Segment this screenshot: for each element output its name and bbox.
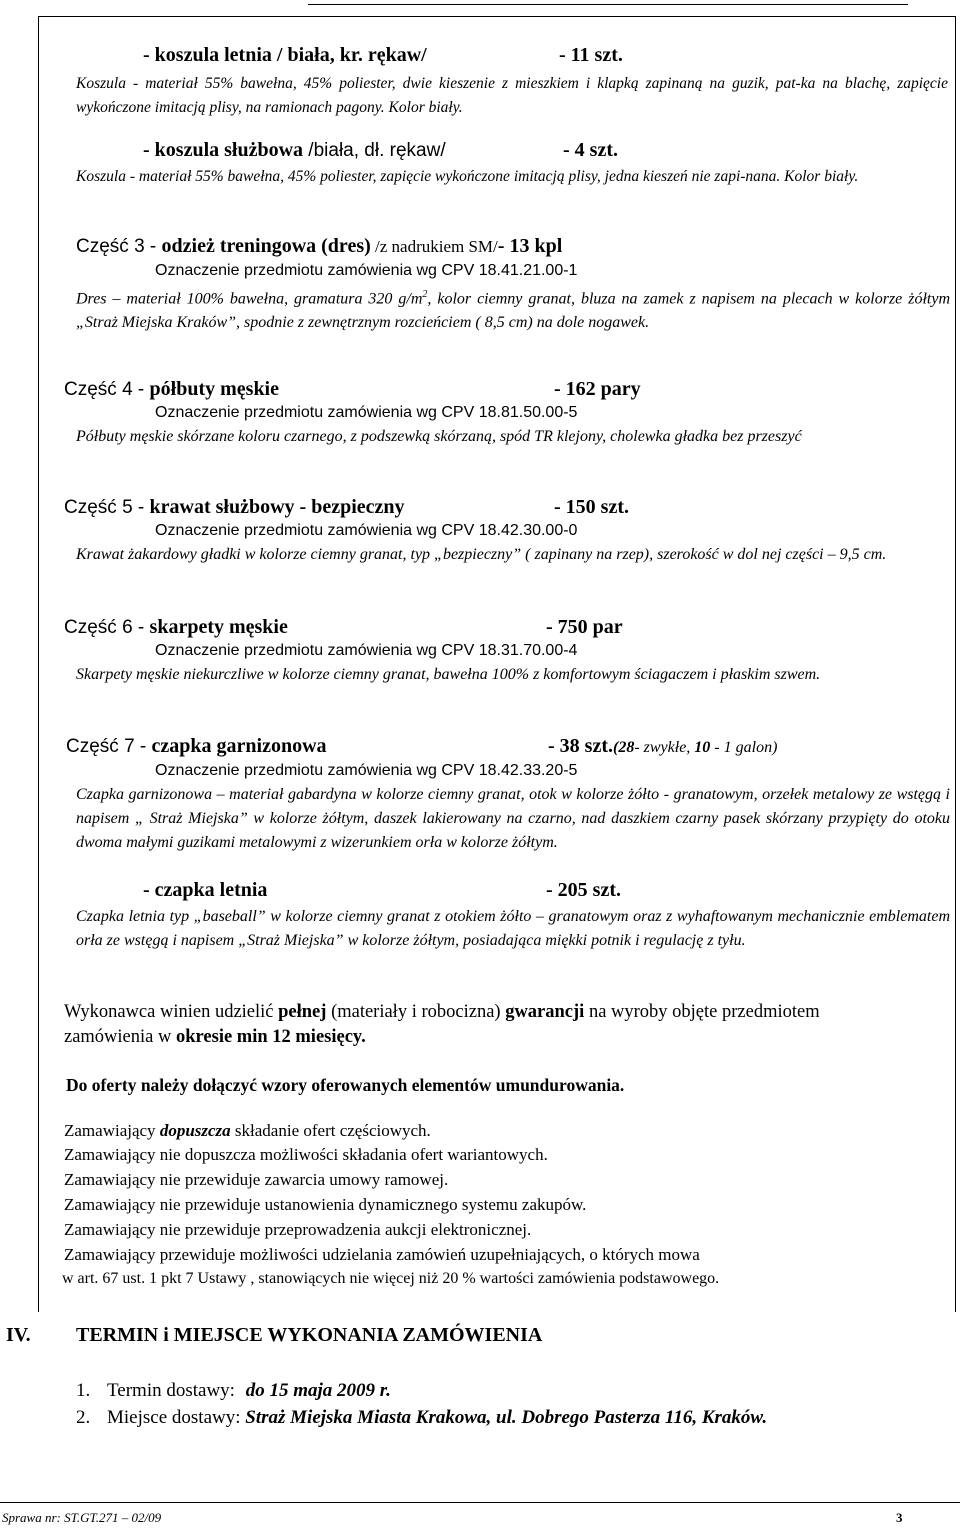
footer-case-number: Sprawa nr: ST.GT.271 – 02/09 (2, 1510, 162, 1525)
item-heading-summer-shirt (143, 44, 427, 67)
footer-rule (0, 1502, 960, 1503)
part-prefix: Część 3 - (76, 236, 162, 257)
qty-note: 28 (618, 739, 635, 756)
part7-qty-line (548, 735, 777, 758)
item-description: Koszula - materiał 55% bawełna, 45% poliester, zapięcie wykończone imitacją plisy, jedna kieszeń nie zapi-nana. Kolor biały. (76, 168, 859, 185)
terms-line-6: Zamawiający przewiduje możliwości udzielania zamówień uzupełniających, o których mowa (64, 1245, 700, 1264)
warranty-text: na wyroby objęte przedmiotem zamówienia w (64, 1002, 820, 1047)
item-qty: - 11 szt. (559, 44, 623, 66)
part-title: półbuty męskie (149, 378, 279, 400)
warranty-paragraph (64, 1000, 884, 1049)
part5-description: Krawat żakardowy gładki w kolorze ciemny granat, typ „bezpieczny” ( zapinany na rzep), szerokość w dol nej części – 9,5 cm. (76, 546, 887, 563)
part6-qty: - 750 par (546, 616, 623, 638)
terms-text: Zamawiający (64, 1121, 160, 1140)
item-note: /biała, dł. rękaw/ (303, 140, 446, 161)
part7-cpv: Oznaczenie przedmiotu zamówienia wg CPV 18.42.33.20-5 (155, 762, 578, 779)
terms-line-4: Zamawiający nie przewiduje ustanowienia dynamicznego systemu zakupów. (64, 1195, 587, 1214)
item-heading-service-shirt (143, 139, 446, 162)
desc-text: Dres – materiał 100% bawełna, gramatura 320 g/m (76, 290, 423, 308)
qty-note: - zwykłe, (634, 739, 695, 756)
item-value: do 15 maja 2009 r. (245, 1380, 391, 1401)
section-number: IV. (6, 1324, 31, 1346)
delivery-place-item (76, 1407, 767, 1429)
item-qty: - 4 szt. (563, 139, 618, 161)
part-title: czapka garnizonowa (151, 735, 327, 757)
part6-heading (64, 616, 288, 639)
item-description: Koszula - materiał 55% bawełna, 45% poliester, dwie kieszenie z mieszkiem i klapką zapinaną na guzik, pat-ka na blachę, zapięcie wykończone imitacją plisy, na ramionach pagony. Kolor biały. (76, 75, 948, 116)
desc-text: , kolor ciemny granat, bluza na zamek z napisem na plecach w kolorze żółtym „Straż Miejska Kraków”, spodnie z zewnętrznym rozcieńciem ( 8,5 cm) na dole nogawek. (76, 290, 950, 332)
part-prefix: Część 6 - (64, 617, 150, 638)
warranty-text: (materiały i robocizna) (326, 1002, 506, 1022)
qty-note: - 1 galon) (710, 739, 778, 756)
desc-superscript: 2 (422, 289, 428, 300)
part5-heading (64, 496, 405, 519)
part7-sub-description: Czapka letnia typ „baseball” w kolorze ciemny granat z otokiem żółto – granatowym oraz z wyhaftowanym mechanicznie emblematem orła ze wstęgą i napisem „Straż Miejska” w kolorze żółtym, posiadająca miękki potnik i regulację z tyłu. (76, 908, 950, 949)
part-note: /z nadrukiem SM/ (370, 237, 498, 256)
item-number: 2. (76, 1407, 91, 1428)
item-label: Miejsce dostawy: (107, 1407, 241, 1428)
qty-note: 10 (694, 739, 711, 756)
part-qty: - 38 szt. (548, 735, 613, 757)
part4-qty: - 162 pary (554, 378, 641, 400)
part7-description: Czapka garnizonowa – materiał gabardyna w kolorze ciemny granat, otok w kolorze żółto - granatowym, orzełek metalowy ze wstęgą i napisem „ Straż Miejska” w kolorze żółtym, daszek lakierowany na czarno, nad daszkiem czarny pasek skórzany przypięty do otoku dwoma małymi guzikami metalowymi z wizerunkiem orła w kolorze żółtym. (76, 786, 950, 851)
top-rule (308, 4, 908, 5)
qty-note: ( (612, 739, 619, 756)
item-value: Straż Miejska Miasta Krakowa, ul. Dobrego Pasterza 116, Kraków. (245, 1407, 768, 1428)
terms-text: składanie ofert częściowych. (230, 1121, 431, 1140)
part-title: krawat służbowy - bezpieczny (149, 496, 405, 518)
delivery-date-item (76, 1380, 391, 1402)
part3-heading (76, 235, 562, 258)
part4-description: Półbuty męskie skórzane koloru czarnego, z podszewką skórzaną, spód TR klejony, cholewka gładka bez przeszyć (76, 428, 802, 445)
terms-emphasis: dopuszcza (159, 1121, 231, 1140)
part3-description (76, 283, 950, 335)
part5-cpv: Oznaczenie przedmiotu zamówienia wg CPV 18.42.30.00-0 (155, 522, 578, 539)
part3-cpv: Oznaczenie przedmiotu zamówienia wg CPV 18.41.21.00-1 (155, 262, 578, 279)
section-title: TERMIN i MIEJSCE WYKONANIA ZAMÓWIENIA (76, 1324, 543, 1346)
item-number: 1. (76, 1380, 91, 1401)
part-qty: - 13 kpl (497, 235, 563, 257)
item-title: - koszula służbowa (143, 139, 304, 161)
terms-line-1 (64, 1121, 431, 1141)
part7-heading (66, 735, 327, 758)
terms-line-5: Zamawiający nie przewiduje przeprowadzenia aukcji elektronicznej. (64, 1220, 532, 1239)
part-prefix: Część 5 - (64, 497, 150, 518)
terms-line-3: Zamawiający nie przewiduje zawarcia umowy ramowej. (64, 1170, 449, 1189)
item-title: - koszula letnia / biała, kr. rękaw/ (143, 44, 427, 66)
warranty-emphasis: okresie min 12 miesięcy. (176, 1026, 366, 1047)
page-number: 3 (896, 1510, 903, 1525)
samples-note: Do oferty należy dołączyć wzory oferowanych elementów umundurowania. (66, 1075, 625, 1095)
part6-cpv: Oznaczenie przedmiotu zamówienia wg CPV 18.31.70.00-4 (155, 642, 578, 659)
part7-sub-qty: - 205 szt. (546, 879, 621, 901)
part6-description: Skarpety męskie niekurczliwe w kolorze ciemny granat, bawełna 100% z komfortowym ściagaczem i płaskim szwem. (76, 666, 821, 683)
item-label: Termin dostawy: (107, 1380, 235, 1401)
part-prefix: Część 4 - (64, 379, 150, 400)
part4-heading (64, 378, 279, 401)
terms-line-7: w art. 67 ust. 1 pkt 7 Ustawy , stanowiących nie więcej niż 20 % wartości zamówienia podstawowego. (62, 1270, 720, 1287)
warranty-emphasis: gwarancji (505, 1002, 585, 1022)
part-title: odzież treningowa (dres) (161, 235, 371, 257)
warranty-text: Wykonawca winien udzielić (64, 1002, 279, 1022)
part-title: skarpety męskie (149, 616, 288, 638)
warranty-emphasis: pełnej (278, 1002, 327, 1022)
part4-cpv: Oznaczenie przedmiotu zamówienia wg CPV 18.81.50.00-5 (155, 404, 578, 421)
part-prefix: Część 7 - (66, 736, 152, 757)
terms-line-2: Zamawiający nie dopuszcza możliwości składania ofert wariantowych. (64, 1145, 548, 1164)
part7-sub-title: - czapka letnia (143, 879, 268, 901)
part5-qty: - 150 szt. (554, 496, 629, 518)
